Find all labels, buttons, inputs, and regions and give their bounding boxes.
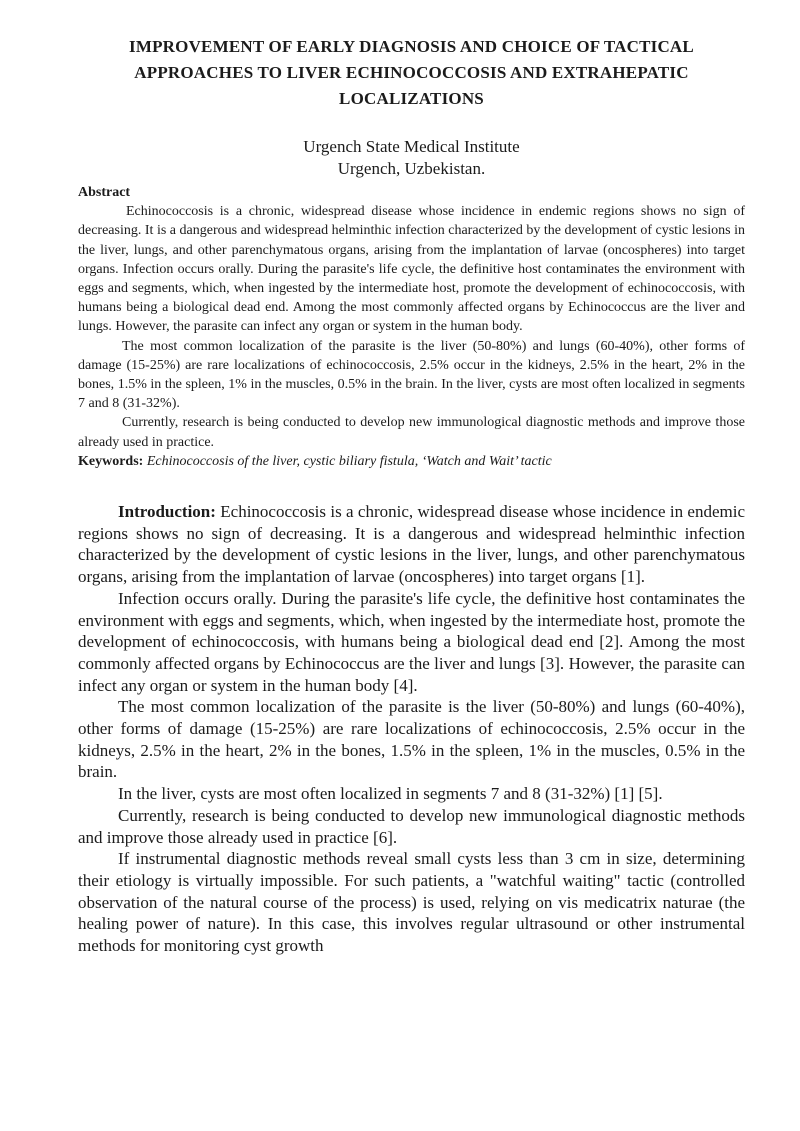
- intro-paragraph-2: Infection occurs orally. During the parasite's life cycle, the definitive host contaminates the environment with eggs and segments, which, when ingested by the intermediate host, promote the development of echinococcosis, with humans being a biological dead end [2]. Among the most commonly affected organs by Echinococcus are the liver and lungs [3]. However, the parasite can infect any organ or system in the human body [4].: [78, 588, 745, 695]
- affiliation-institute: Urgench State Medical Institute: [303, 137, 520, 156]
- title-line-2: APPROACHES TO LIVER ECHINOCOCCOSIS AND EXTRAHEPATIC: [134, 63, 689, 82]
- keywords-label: Keywords:: [78, 453, 144, 469]
- abstract-paragraph-2: The most common localization of the parasite is the liver (50-80%) and lungs (60-40%), other forms of damage (15-25%) are rare localizations of echinococcosis, 2.5% occur in the kidneys, 2.5% in the heart, 2% in the bones, 1.5% in the spleen, 1% in the muscles, 0.5% in the brain. In the liver, cysts are most often localized in segments 7 and 8 (31-32%).: [78, 338, 745, 412]
- intro-paragraph-4: In the liver, cysts are most often localized in segments 7 and 8 (31-32%) [1] [5].: [118, 784, 663, 804]
- paper-title: [78, 34, 745, 112]
- introduction-label: Introduction:: [118, 502, 216, 522]
- title-line-1: IMPROVEMENT OF EARLY DIAGNOSIS AND CHOICE OF TACTICAL: [129, 37, 694, 56]
- abstract-paragraph-1: Echinococcosis is a chronic, widespread disease whose incidence in endemic regions shows no sign of decreasing. It is a dangerous and widespread helminthic infection characterized by the development of cystic lesions in the liver, lungs, and other parenchymatous organs, arising from the implantation of larvae (oncospheres) into target organs. Infection occurs orally. During the parasite's life cycle, the definitive host contaminates the environment with eggs and segments, which, when ingested by the intermediate host, promote the development of echinococcosis, with humans being a biological dead end. Among the most commonly affected organs by Echinococcus are the liver and lungs. However, the parasite can infect any organ or system in the human body.: [78, 204, 745, 335]
- keywords-text: Echinococcosis of the liver, cystic biliary fistula, ‘Watch and Wait’ tactic: [146, 453, 552, 469]
- abstract-heading: Abstract: [78, 185, 131, 200]
- intro-lead-text: Echinococcosis is a chronic, widespread disease whose incidence in endemic regions shows no sign of decreasing. It is a dangerous and widespread helminthic infection characterized by the development of cystic lesions in the liver, lungs, and other parenchymatous organs, arising from the implantation of larvae (oncospheres) into target organs [1].: [78, 502, 746, 587]
- intro-paragraph-3: The most common localization of the parasite is the liver (50-80%) and lungs (60-40%), other forms of damage (15-25%) are rare localizations of echinococcosis, 2.5% occur in the kidneys, 2.5% in the heart, 2% in the bones, 1.5% in the spleen, 1% in the muscles, 0.5% in the brain.: [78, 697, 745, 782]
- keywords-line: [78, 452, 745, 471]
- affiliation-location: Urgench, Uzbekistan.: [337, 159, 486, 178]
- intro-paragraph-1: [78, 501, 745, 588]
- affiliation: [78, 136, 745, 180]
- title-line-3: LOCALIZATIONS: [339, 89, 484, 108]
- abstract-paragraph-3: Currently, research is being conducted to develop new immunological diagnostic methods and improve those already used in practice.: [78, 415, 745, 450]
- intro-paragraph-6: If instrumental diagnostic methods reveal small cysts less than 3 cm in size, determining their etiology is virtually impossible. For such patients, a "watchful waiting" tactic (controlled observation of the natural course of the process) is used, relying on vis medicatrix naturae (the healing power of nature). In this case, this involves regular ultrasound or other instrumental methods for monitoring cyst growth: [78, 849, 745, 956]
- introduction-section: [78, 501, 745, 957]
- intro-paragraph-5: Currently, research is being conducted to develop new immunological diagnostic methods and improve those already used in practice [6].: [78, 805, 745, 847]
- abstract-section: [78, 183, 745, 471]
